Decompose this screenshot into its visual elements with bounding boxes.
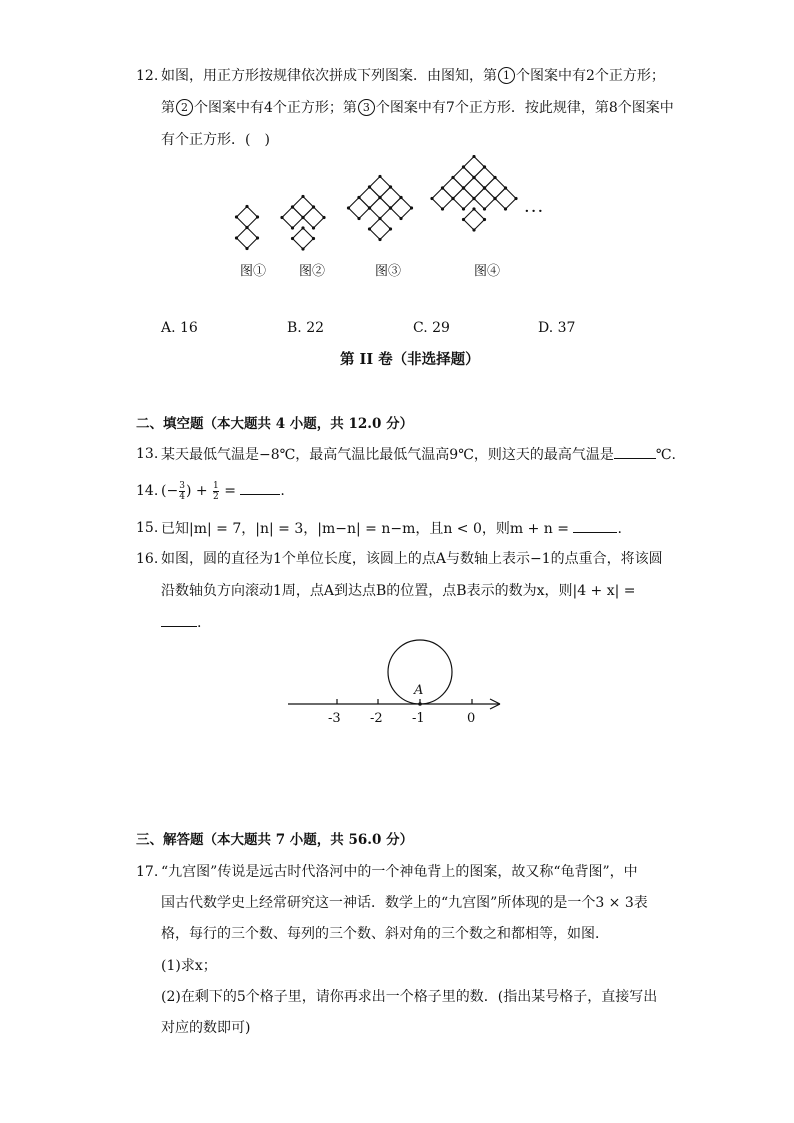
- question-number-12: 12.: [136, 68, 159, 84]
- pattern-vertex-dot: [301, 195, 304, 198]
- pattern-square: [474, 167, 495, 188]
- pattern-vertex-dot: [291, 237, 294, 240]
- q17-sub-1: (1)求x；: [161, 958, 217, 974]
- pattern-vertex-dot: [368, 227, 371, 230]
- fraction-1-2: [213, 481, 219, 502]
- pattern-square: [370, 198, 391, 219]
- pattern-square: [495, 188, 516, 209]
- pattern-square: [474, 188, 495, 209]
- pattern-vertex-dot: [389, 206, 392, 209]
- question-number-15: 15.: [136, 520, 159, 536]
- pattern-vertex-dot: [441, 207, 444, 210]
- part-2-title: 第 II 卷（非选择题）: [340, 351, 480, 368]
- pattern-square: [359, 187, 380, 208]
- q17-line-3: 格，每行的三个数、每列的三个数、斜对角的三个数之和都相等，如图．: [161, 926, 609, 942]
- pattern-vertex-dot: [451, 197, 454, 200]
- q12-line-1: [161, 66, 665, 86]
- pattern-vertex-dot: [399, 196, 402, 199]
- pattern-vertex-dot: [378, 217, 381, 220]
- pattern-vertex-dot: [347, 206, 350, 209]
- circled-number: 1: [498, 67, 515, 84]
- pattern-vertex-dot: [483, 207, 486, 210]
- fraction-3-4: [179, 481, 185, 502]
- question-number-13: 13.: [136, 446, 159, 462]
- pattern-vertex-dot: [312, 226, 315, 229]
- pattern-vertex-dot: [483, 165, 486, 168]
- pattern-vertex-dot: [378, 196, 381, 199]
- pattern-square: [453, 167, 474, 188]
- pattern-square: [485, 178, 506, 199]
- axis-label-neg2: -2: [370, 711, 383, 726]
- pattern-vertex-dot: [430, 197, 433, 200]
- pattern-vertex-dot: [357, 196, 360, 199]
- point-a-dot: [418, 702, 422, 706]
- q14-line: [161, 479, 285, 503]
- q14-end: .: [280, 483, 285, 499]
- figure-label-2: 图②: [299, 264, 326, 279]
- pattern-vertex-dot: [462, 218, 465, 221]
- pattern-square: [453, 188, 474, 209]
- pattern-square: [443, 178, 464, 199]
- pattern-vertex-dot: [235, 236, 238, 239]
- circled-number: 2: [176, 99, 193, 116]
- option-d: D. 37: [538, 320, 576, 336]
- pattern-vertex-dot: [399, 217, 402, 220]
- q12-line-2: [161, 98, 674, 118]
- pattern-square: [293, 228, 314, 249]
- pattern-vertex-dot: [245, 205, 248, 208]
- section-2-heading: 二、填空题（本大题共 4 小题，共 12.0 分）: [136, 416, 414, 432]
- pattern-square: [237, 207, 258, 228]
- circled-number: 3: [358, 99, 375, 116]
- section-3-heading: 三、解答题（本大题共 7 小题，共 56.0 分）: [136, 832, 414, 848]
- pattern-vertex-dot: [378, 238, 381, 241]
- q12-text: 个图案中有2个正方形；: [516, 68, 665, 84]
- option-a: A. 16: [161, 320, 198, 336]
- pattern-vertex-dot: [472, 176, 475, 179]
- pattern-vertex-dot: [301, 216, 304, 219]
- pattern-square: [464, 157, 485, 178]
- pattern-vertex-dot: [441, 186, 444, 189]
- answer-blank: [161, 612, 197, 627]
- option-c: C. 29: [413, 320, 450, 336]
- pattern-vertex-dot: [378, 175, 381, 178]
- fraction-denominator: 4: [179, 491, 185, 502]
- pattern-vertex-dot: [472, 228, 475, 231]
- fraction-denominator: 2: [213, 491, 219, 502]
- pattern-vertex-dot: [312, 237, 315, 240]
- pattern-square: [349, 198, 370, 219]
- figure-label-3: 图③: [375, 264, 402, 279]
- q15-text: 已知|m| = 7，|n| = 3，|m−n| = n−m，且n < 0，则m + n =: [161, 521, 574, 537]
- pattern-vertex-dot: [493, 176, 496, 179]
- pattern-vertex-dot: [462, 165, 465, 168]
- pattern-vertex-dot: [493, 197, 496, 200]
- figure-label-4: 图④: [474, 264, 501, 279]
- pattern-vertex-dot: [472, 155, 475, 158]
- pattern-vertex-dot: [472, 207, 475, 210]
- pattern-vertex-dot: [312, 205, 315, 208]
- q17-sub-2: (2)在剩下的5个格子里，请你再求出一个格子里的数．(指出某号格子，直接写出: [161, 989, 658, 1005]
- q16-line-1: 如图，圆的直径为1个单位长度，该圆上的点A与数轴上表示−1的点重合，将该圆: [161, 551, 663, 567]
- pattern-square: [370, 219, 391, 240]
- question-number-14: 14.: [136, 483, 159, 499]
- pattern-vertex-dot: [256, 215, 259, 218]
- pattern-vertex-dot: [280, 216, 283, 219]
- pattern-vertex-dot: [291, 205, 294, 208]
- pattern-vertex-dot: [389, 227, 392, 230]
- pattern-vertex-dot: [357, 217, 360, 220]
- q13-text: 某天最低气温是−8℃，最高气温比最低气温高9℃，则这天的最高气温是: [161, 447, 614, 463]
- q15-end: .: [617, 521, 622, 537]
- answer-blank: [614, 444, 656, 459]
- continuation-dots: ···: [524, 201, 545, 222]
- pattern-square: [464, 178, 485, 199]
- pattern-square: [282, 207, 303, 228]
- pattern-vertex-dot: [451, 176, 454, 179]
- answer-blank: [573, 518, 617, 533]
- figure-label-1: 图①: [240, 264, 267, 279]
- axis-label-neg3: -3: [328, 711, 341, 726]
- q16-line-2: 沿数轴负方向滚动1周，点A到达点B的位置，点B表示的数为x，则|4 + x| =: [161, 583, 636, 599]
- pattern-vertex-dot: [462, 186, 465, 189]
- q12-line-3: 有个正方形．( ): [161, 132, 270, 148]
- pattern-vertex-dot: [256, 236, 259, 239]
- axis-label-0: 0: [467, 711, 476, 726]
- pattern-square: [237, 228, 258, 249]
- q16-end: .: [197, 615, 202, 631]
- q14-open: (−: [161, 483, 179, 499]
- pattern-square: [432, 188, 453, 209]
- point-a-label: A: [414, 683, 424, 698]
- q12-text: 第: [161, 100, 175, 116]
- q12-text: 个图案中有7个正方形．按此规律，第8个图案中: [375, 100, 674, 116]
- pattern-vertex-dot: [301, 226, 304, 229]
- pattern-vertex-dot: [472, 197, 475, 200]
- pattern-vertex-dot: [322, 216, 325, 219]
- q17-sub-2-cont: 对应的数即可): [161, 1020, 251, 1036]
- pattern-vertex-dot: [514, 197, 517, 200]
- pattern-vertex-dot: [368, 185, 371, 188]
- pattern-vertex-dot: [235, 215, 238, 218]
- pattern-vertex-dot: [410, 206, 413, 209]
- pattern-vertex-dot: [245, 226, 248, 229]
- pattern-square: [391, 198, 412, 219]
- pattern-vertex-dot: [301, 247, 304, 250]
- pattern-vertex-dot: [462, 207, 465, 210]
- q13-line: [161, 444, 676, 465]
- pattern-square: [380, 187, 401, 208]
- pattern-vertex-dot: [389, 185, 392, 188]
- fraction-numerator: 3: [179, 480, 185, 491]
- option-b: B. 22: [287, 320, 325, 336]
- pattern-vertex-dot: [245, 247, 248, 250]
- q12-text: 个图案中有4个正方形；第: [194, 100, 357, 116]
- fraction-numerator: 1: [213, 480, 219, 491]
- pattern-vertex-dot: [483, 218, 486, 221]
- question-number-17: 17.: [136, 864, 159, 880]
- pattern-vertex-dot: [483, 186, 486, 189]
- pattern-vertex-dot: [291, 226, 294, 229]
- pattern-vertex-dot: [504, 207, 507, 210]
- question-number-16: 16.: [136, 551, 159, 567]
- q17-line-2: 国古代数学史上经常研究这一神话．数学上的“九宫图”所体现的是一个3 × 3表: [161, 895, 648, 911]
- answer-blank: [240, 480, 280, 495]
- pattern-square: [303, 207, 324, 228]
- pattern-square: [370, 177, 391, 198]
- pattern-square: [293, 197, 314, 218]
- q16-line-3: [161, 612, 201, 633]
- q13-unit: ℃.: [655, 447, 676, 463]
- pattern-square: [464, 209, 485, 230]
- q17-line-1: “九宫图”传说是远古时代洛河中的一个神龟背上的图案，故又称“龟背图”，中: [161, 864, 638, 880]
- pattern-vertex-dot: [368, 206, 371, 209]
- q12-text: 如图，用正方形按规律依次拼成下列图案．由图知，第: [161, 68, 497, 84]
- number-line-figure: [0, 632, 794, 732]
- q14-eq: =: [219, 483, 241, 499]
- pattern-vertex-dot: [504, 186, 507, 189]
- q15-line: [161, 518, 622, 539]
- axis-label-neg1: -1: [412, 711, 425, 726]
- q14-mid: ) +: [185, 483, 213, 499]
